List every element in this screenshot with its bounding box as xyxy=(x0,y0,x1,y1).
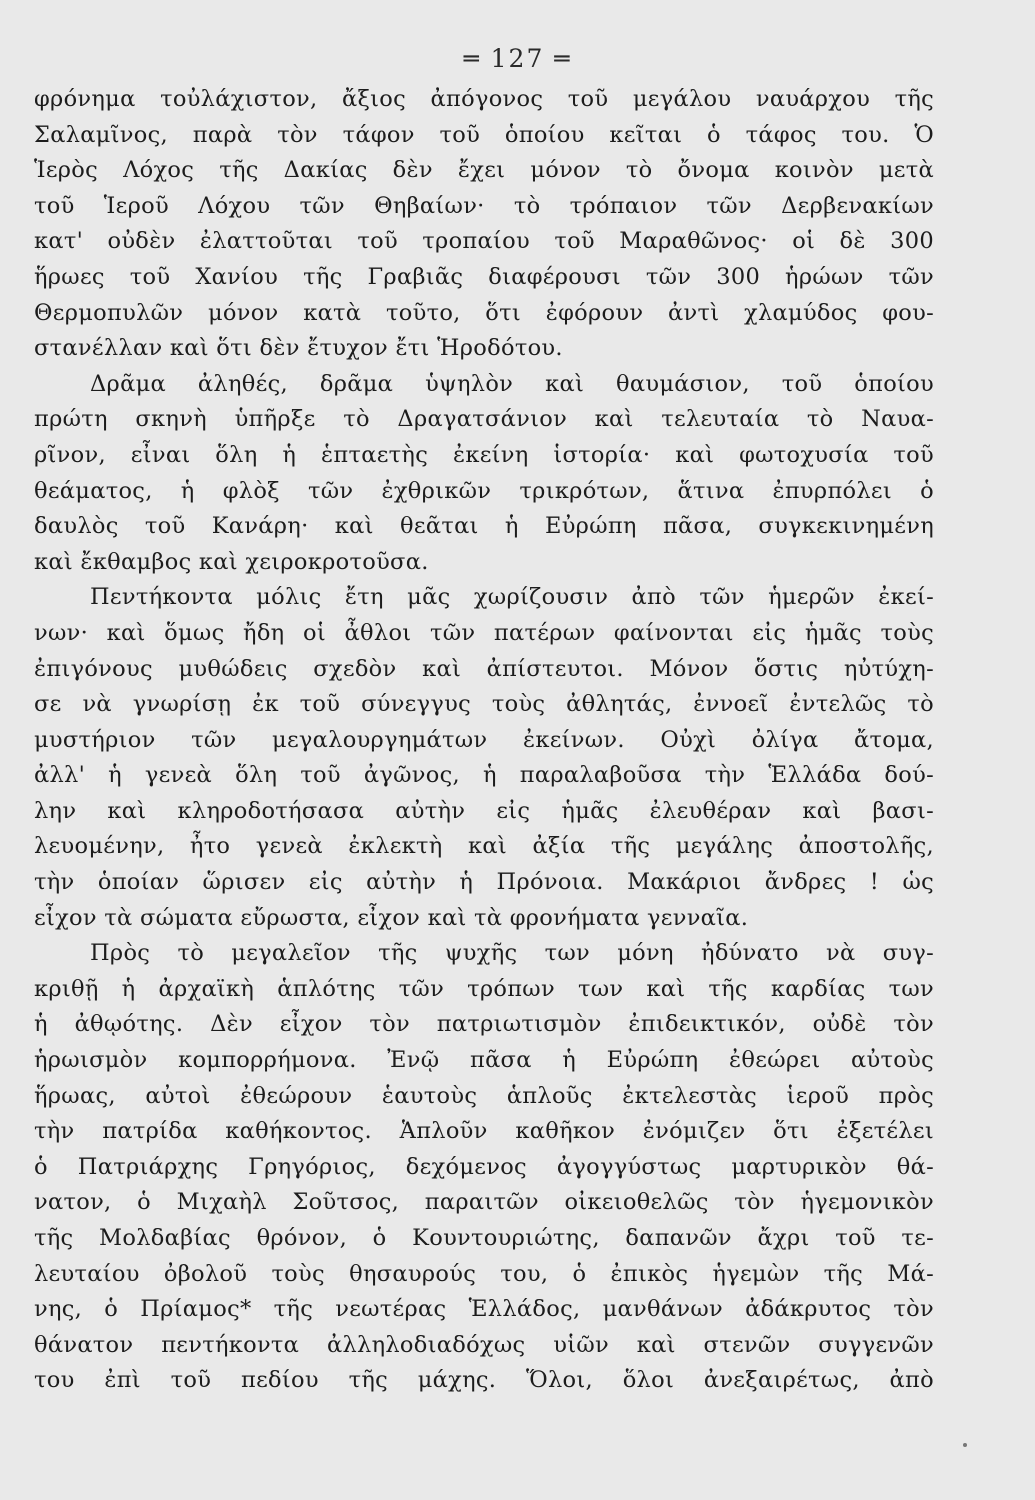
text-line: νατον, ὁ Μιχαὴλ Σοῦτσος, παραιτῶν οἰκειοθελῶς τὸν ἡγεμονικὸν xyxy=(34,1189,934,1216)
page-number: ═ 127 ═ xyxy=(463,44,572,73)
text-line: κατ' οὐδὲν ἐλαττοῦται τοῦ τροπαίου τοῦ Μαραθῶνος· οἱ δὲ 300 xyxy=(34,228,934,255)
text-line: τοῦ Ἱεροῦ Λόχου τῶν Θηβαίων· τὸ τρόπαιον τῶν Δερβενακίων xyxy=(34,192,934,219)
text-line: σε νὰ γνωρίσῃ ἐκ τοῦ σύνεγγυς τοὺς ἀθλητάς, ἐννοεῖ ἐντελῶς τὸ xyxy=(34,691,934,718)
text-line: κριθῇ ἡ ἀρχαϊκὴ ἁπλότης τῶν τρόπων των καὶ τῆς καρδίας των xyxy=(34,975,934,1002)
text-line: Πεντήκοντα μόλις ἔτη μᾶς χωρίζουσιν ἀπὸ τῶν ἡμερῶν ἐκεί- xyxy=(90,584,934,611)
text-line: Θερμοπυλῶν μόνον κατὰ τοῦτο, ὅτι ἐφόρουν ἀντὶ χλαμύδος φου- xyxy=(34,299,934,326)
paragraph xyxy=(34,82,934,367)
text-line: τὴν ὁποίαν ὥρισεν εἰς αὐτὴν ἡ Πρόνοια. Μακάριοι ἄνδρες ! ὡς xyxy=(34,869,934,896)
text-line: λευομένην, ἦτο γενεὰ ἐκλεκτὴ καὶ ἀξία τῆς μεγάλης ἀποστολῆς, xyxy=(34,833,934,860)
text-line: Ἱερὸς Λόχος τῆς Δακίας δὲν ἔχει μόνον τὸ ὄνομα κοινὸν μετὰ xyxy=(34,157,934,184)
text-line: ἡ ἀθῳότης. Δὲν εἶχον τὸν πατριωτισμὸν ἐπιδεικτικόν, οὐδὲ τὸν xyxy=(34,1011,934,1038)
body-text xyxy=(34,82,934,1399)
text-line: φρόνημα τοὐλάχιστον, ἄξιος ἀπόγονος τοῦ μεγάλου ναυάρχου τῆς xyxy=(34,86,934,112)
text-line: τῆς Μολδαβίας θρόνον, ὁ Κουντουριώτης, δαπανῶν ἄχρι τοῦ τε- xyxy=(34,1225,934,1251)
text-line: ὁ Πατριάρχης Γρηγόριος, δεχόμενος ἀγογγύστως μαρτυρικὸν θά- xyxy=(34,1153,934,1180)
text-line: ρῖνον, εἶναι ὅλη ἡ ἑπταετὴς ἐκείνη ἱστορία· καὶ φωτοχυσία τοῦ xyxy=(34,441,934,468)
paper-speck xyxy=(963,1443,967,1447)
text-line: ἐπιγόνους μυθώδεις σχεδὸν καὶ ἀπίστευτοι. Μόνον ὅστις ηὐτύχη- xyxy=(34,655,934,682)
text-line: Πρὸς τὸ μεγαλεῖον τῆς ψυχῆς των μόνη ἠδύνατο νὰ συγ- xyxy=(90,940,934,967)
paragraph xyxy=(34,367,934,581)
text-line: καὶ ἔκθαμβος καὶ χειροκροτοῦσα. xyxy=(34,548,429,575)
paragraph xyxy=(34,936,934,1399)
text-line: πρώτη σκηνὴ ὑπῆρξε τὸ Δραγατσάνιον καὶ τελευταία τὸ Ναυα- xyxy=(34,406,934,433)
paragraph xyxy=(34,580,934,936)
text-line: ἥρωας, αὐτοὶ ἐθεώρουν ἑαυτοὺς ἁπλοῦς ἐκτελεστὰς ἱεροῦ πρὸς xyxy=(34,1082,934,1109)
text-line: νων· καὶ ὅμως ἤδη οἱ ἆθλοι τῶν πατέρων φαίνονται εἰς ἡμᾶς τοὺς xyxy=(34,619,934,646)
text-line: ἥρωες τοῦ Χανίου τῆς Γραβιᾶς διαφέρουσι τῶν 300 ἡρώων τῶν xyxy=(34,263,934,290)
text-line: Δρᾶμα ἀληθές, δρᾶμα ὑψηλὸν καὶ θαυμάσιον, τοῦ ὁποίου xyxy=(90,370,934,397)
text-line: θεάματος, ἡ φλὸξ τῶν ἐχθρικῶν τρικρότων, ἅτινα ἐπυρπόλει ὁ xyxy=(34,477,934,504)
text-line: νης, ὁ Πρίαμος* τῆς νεωτέρας Ἑλλάδος, μανθάνων ἀδάκρυτος τὸν xyxy=(34,1296,934,1323)
text-line: τὴν πατρίδα καθήκοντος. Ἁπλοῦν καθῆκον ἐνόμιζεν ὅτι ἐξετέλει xyxy=(34,1118,934,1145)
text-line: λην καὶ κληροδοτήσασα αὐτὴν εἰς ἡμᾶς ἐλευθέραν καὶ βασι- xyxy=(34,797,934,824)
text-line: Σαλαμῖνος, παρὰ τὸν τάφον τοῦ ὁποίου κεῖται ὁ τάφος του. Ὁ xyxy=(34,121,934,148)
text-line: του ἐπὶ τοῦ πεδίου τῆς μάχης. Ὅλοι, ὅλοι ἀνεξαιρέτως, ἀπὸ xyxy=(34,1367,934,1394)
text-line: θάνατον πεντήκοντα ἀλληλοδιαδόχως υἱῶν καὶ στενῶν συγγενῶν xyxy=(34,1331,934,1358)
text-line: ἀλλ' ἡ γενεὰ ὅλη τοῦ ἀγῶνος, ἡ παραλαβοῦσα τὴν Ἑλλάδα δού- xyxy=(34,762,934,789)
text-line: δαυλὸς τοῦ Κανάρη· καὶ θεᾶται ἡ Εὐρώπη πᾶσα, συγκεκινημένη xyxy=(34,513,934,540)
text-line: ἡρωισμὸν κομπορρήμονα. Ἐνῷ πᾶσα ἡ Εὐρώπη ἐθεώρει αὐτοὺς xyxy=(34,1047,934,1074)
text-line: λευταίου ὀβολοῦ τοὺς θησαυρούς του, ὁ ἐπικὸς ἡγεμὼν τῆς Μά- xyxy=(34,1260,934,1287)
text-line: εἶχον τὰ σώματα εὔρωστα, εἶχον καὶ τὰ φρονήματα γενναῖα. xyxy=(34,904,749,931)
text-line: μυστήριον τῶν μεγαλουργημάτων ἐκείνων. Οὐχὶ ὀλίγα ἄτομα, xyxy=(34,726,934,753)
text-line: στανέλλαν καὶ ὅτι δὲν ἔτυχον ἔτι Ἡροδότου. xyxy=(34,335,563,362)
